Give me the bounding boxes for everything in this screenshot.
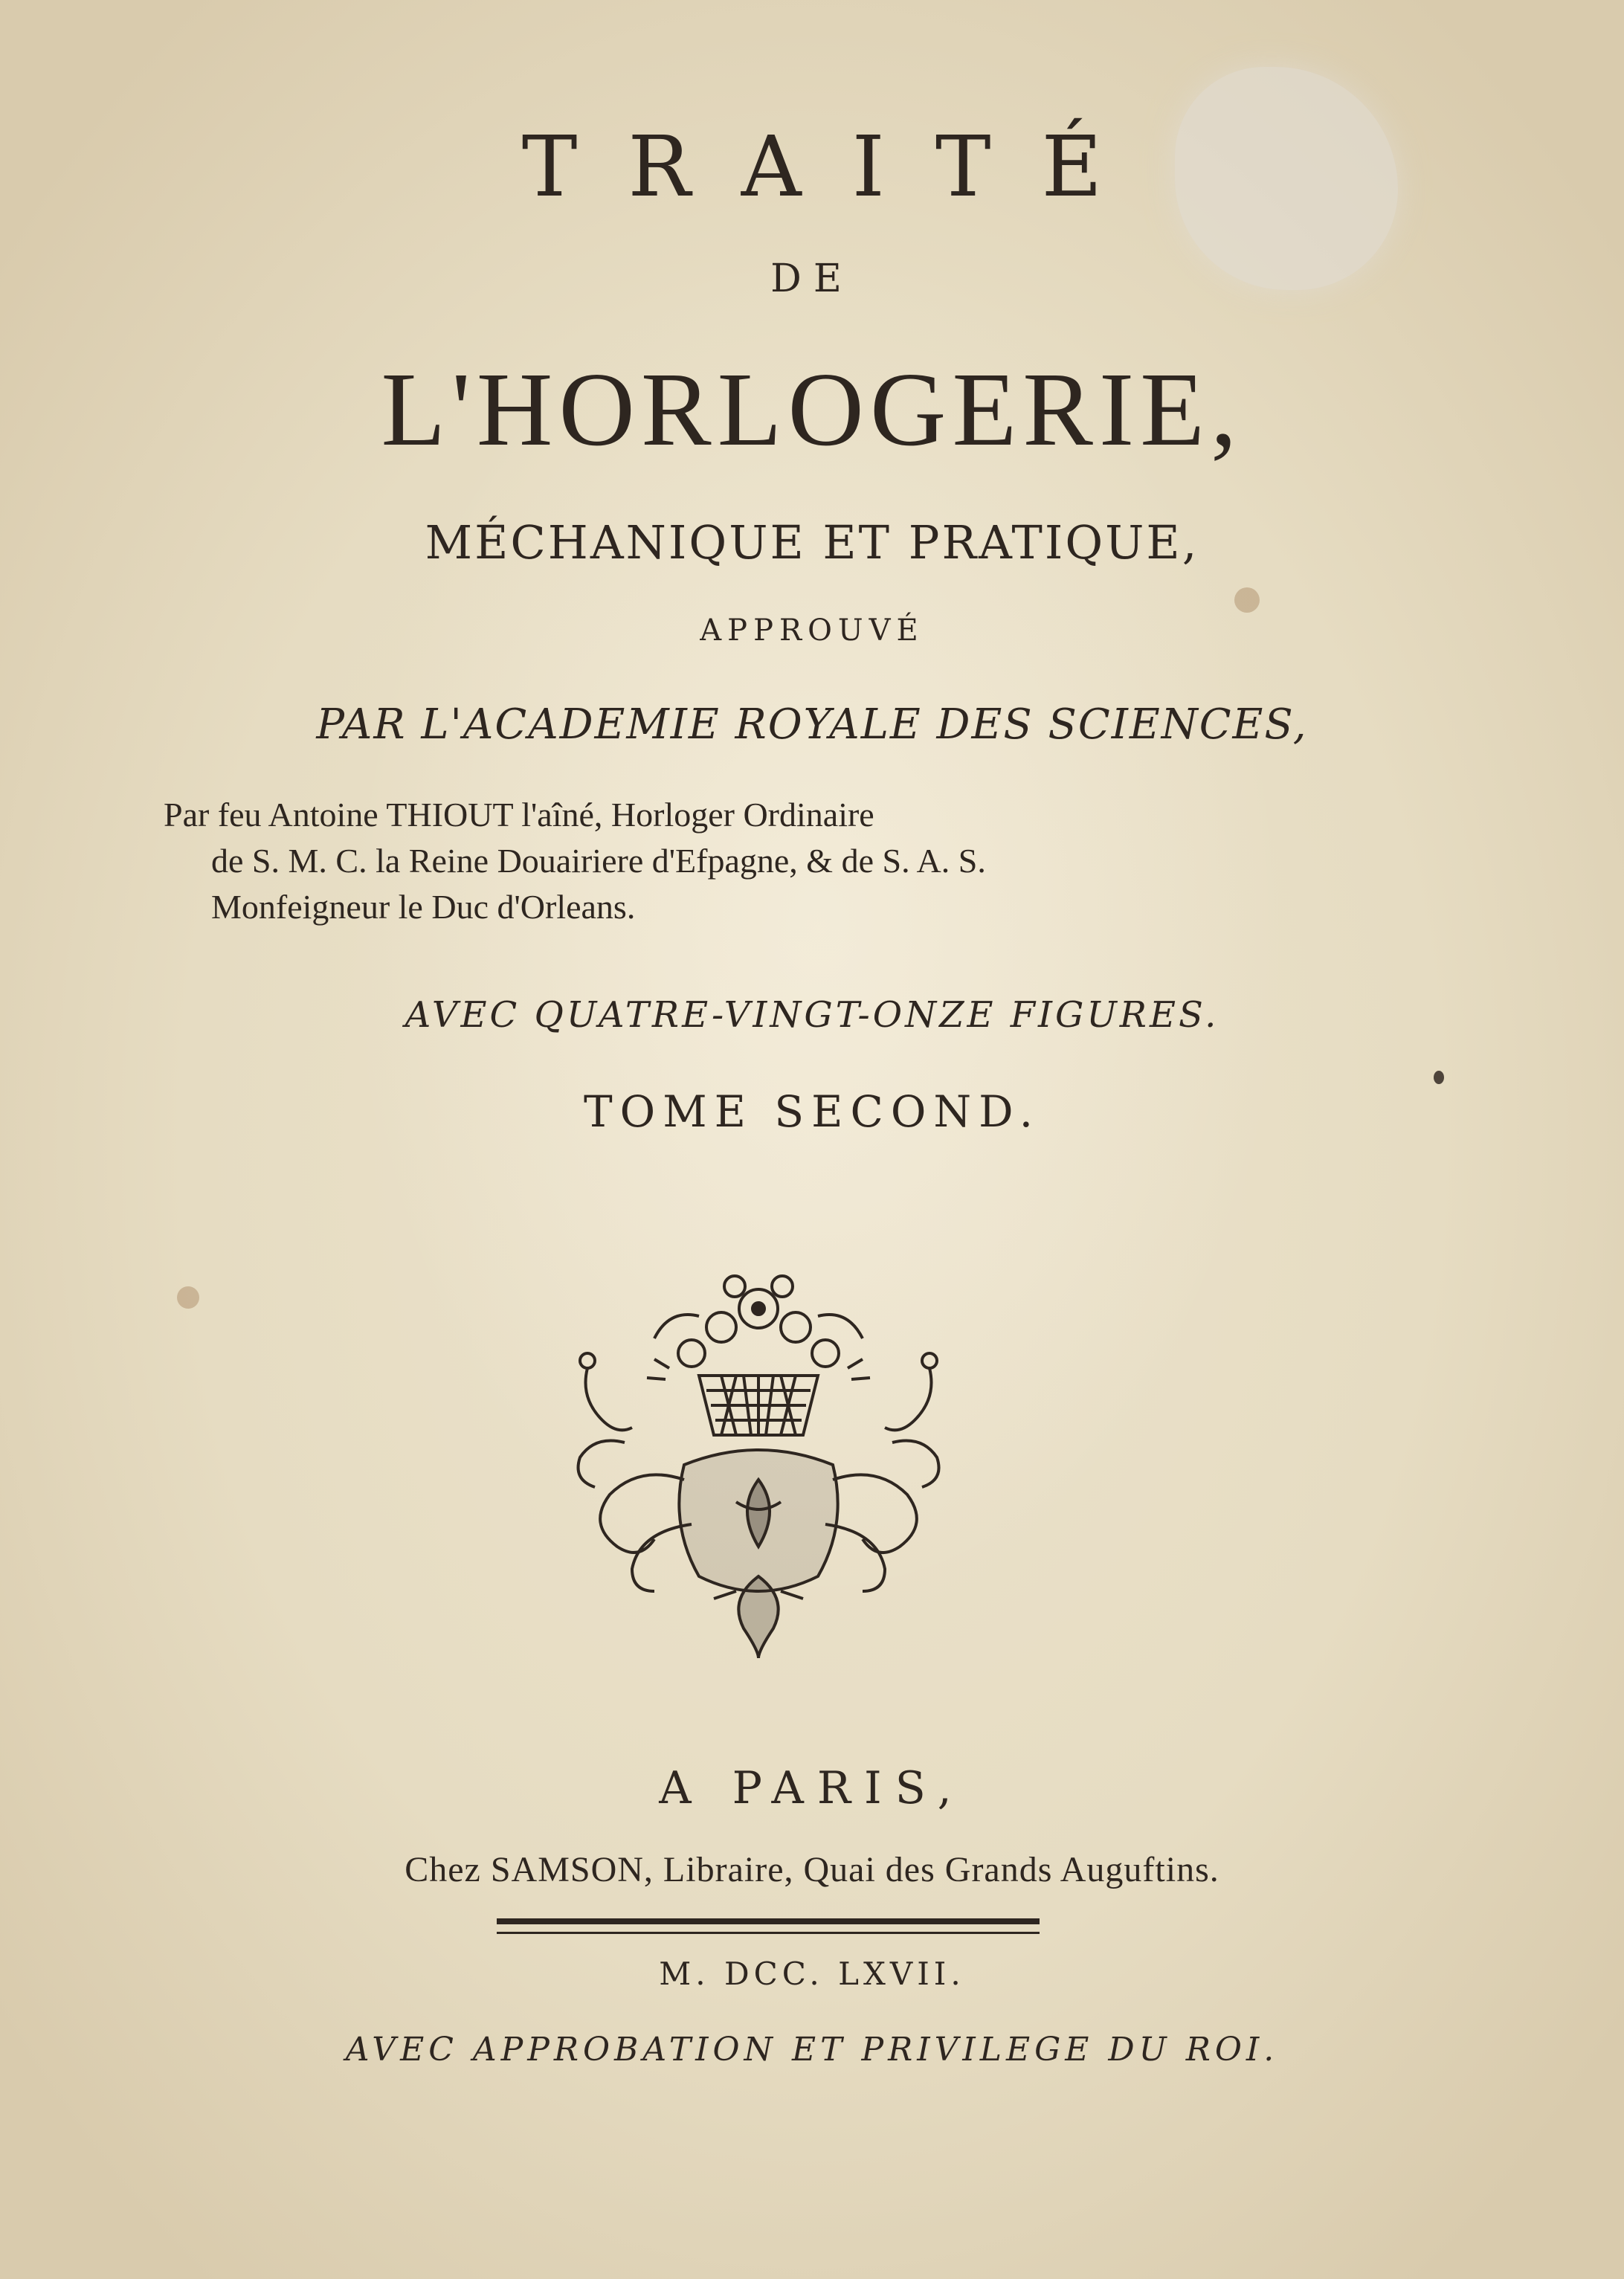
figures-line: AVEC QUATRE-VINGT-ONZE FIGURES. bbox=[405, 994, 1219, 1036]
page-title: TRAITÉ bbox=[521, 119, 1153, 216]
imprint-date: M. DCC. LXVII. bbox=[659, 1956, 965, 1992]
royal-privilege: AVEC APPROBATION ET PRIVILEGE DU ROI. bbox=[345, 2031, 1279, 2069]
imprint-publisher: Chez SAMSON, Libraire, Quai des Grands Auguftins. bbox=[405, 1850, 1219, 1889]
title-connector: DE bbox=[770, 257, 854, 301]
flower-basket-vignette-icon bbox=[535, 1257, 982, 1658]
title-subject: L'HORLOGERIE, bbox=[381, 350, 1243, 468]
volume-label: TOME SECOND. bbox=[583, 1086, 1041, 1137]
author-line: Monfeigneur le Duc d'Orleans. bbox=[211, 888, 636, 926]
foxing-spot bbox=[177, 1286, 199, 1309]
approval-label: APPROUVÉ bbox=[700, 613, 924, 648]
imprint-rule bbox=[497, 1918, 1040, 1924]
author-block bbox=[164, 792, 1391, 930]
author-line: de S. M. C. la Reine Douairiere d'Efpagne, & de S. A. S. bbox=[211, 842, 986, 880]
imprint-city: A PARIS, bbox=[659, 1762, 965, 1814]
imprint-rule bbox=[497, 1932, 1040, 1934]
subtitle: MÉCHANIQUE ET PRATIQUE, bbox=[425, 515, 1199, 570]
academy-line: PAR L'ACADEMIE ROYALE DES SCIENCES, bbox=[316, 700, 1308, 749]
author-line: Par feu Antoine THIOUT l'aîné, Horloger Ordinaire bbox=[164, 796, 874, 834]
